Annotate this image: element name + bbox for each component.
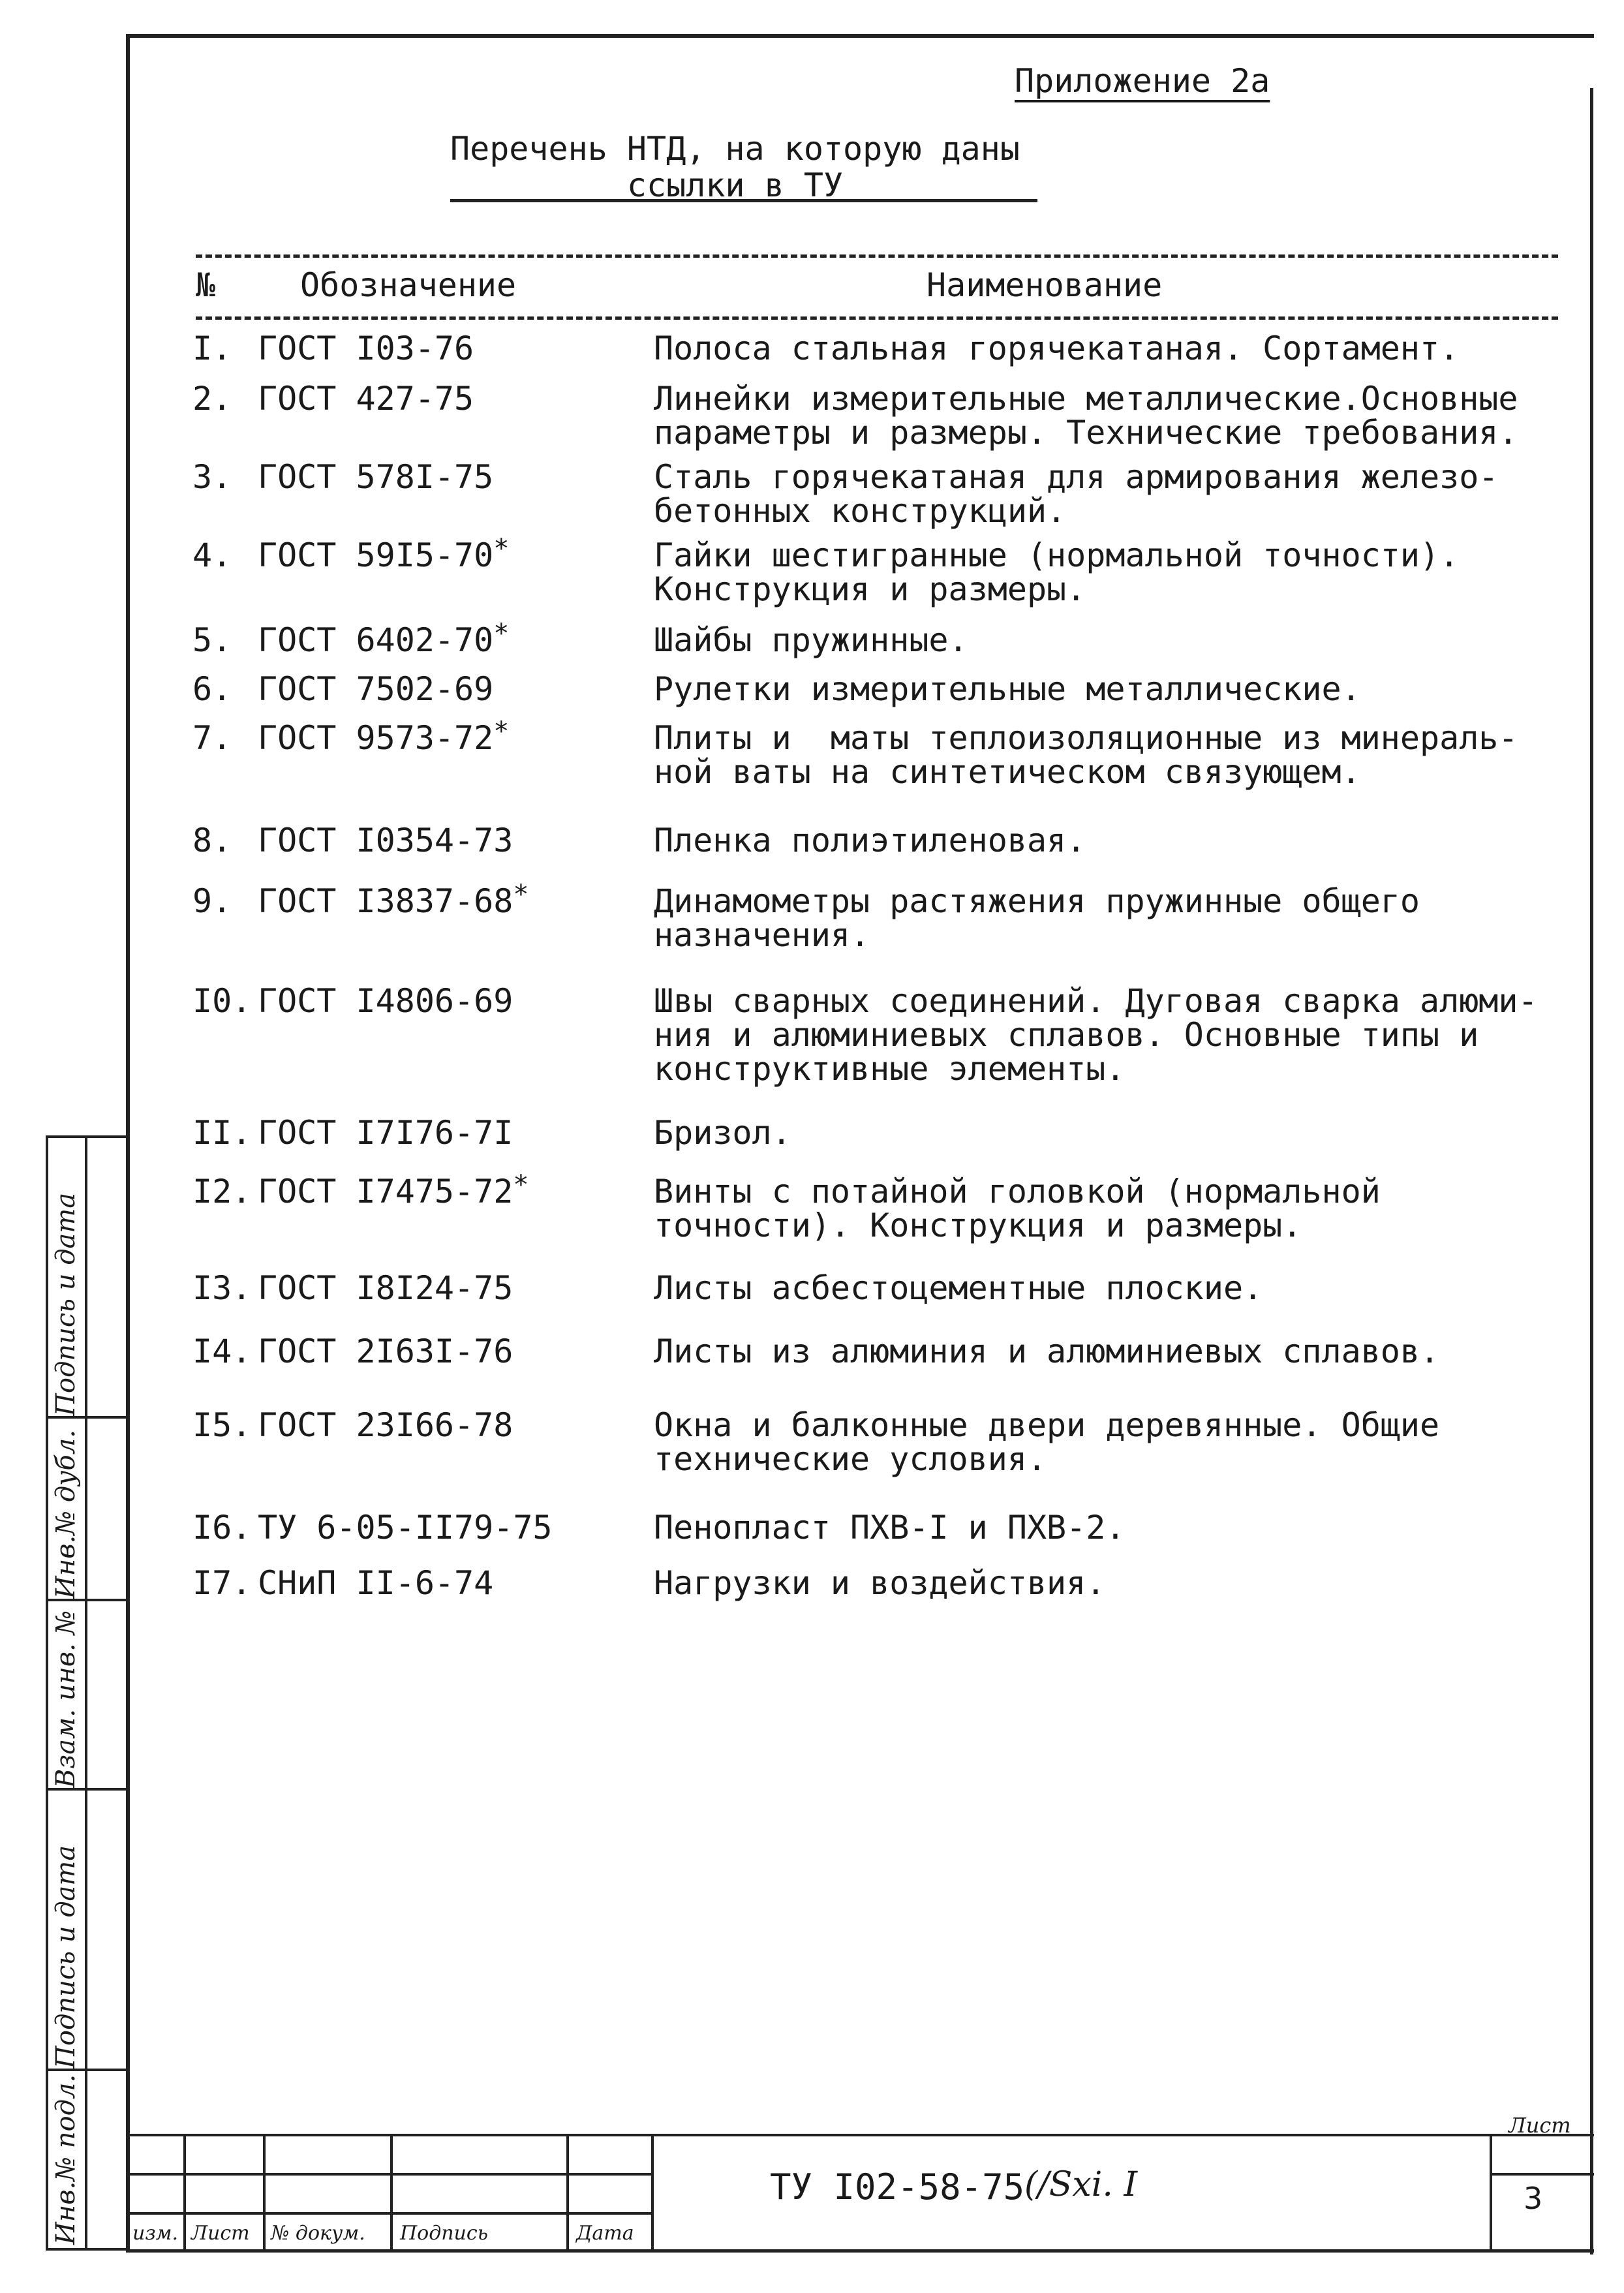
row-number: I2.: [192, 1173, 252, 1210]
designation-text: ГОСТ 2I63I-76: [258, 1332, 513, 1370]
designation-text: ТУ 6-05-II79-75: [258, 1509, 553, 1547]
title-underline: [450, 199, 1037, 202]
row-number: I6.: [192, 1509, 252, 1547]
row-name: Винты с потайной головкой (нормальной точности). Конструкция и размеры.: [654, 1173, 1381, 1244]
side-label-sign-date-1: Подпись и дата: [51, 1192, 81, 1416]
row-name: Гайки шестигранные (нормальной точности). Конструкция и размеры.: [654, 536, 1460, 608]
row-number: 8.: [192, 822, 232, 859]
row-designation: [258, 534, 510, 574]
designation-text: ГОСТ I7475-72: [258, 1173, 513, 1210]
row-designation: [258, 672, 493, 706]
designation-text: ГОСТ 7502-69: [258, 670, 494, 708]
designation-text: ГОСТ I03-76: [258, 330, 474, 367]
designation-text: ГОСТ I8I24-75: [258, 1269, 513, 1307]
row-number: 6.: [192, 670, 232, 708]
sheet-caption: Лист: [1509, 2113, 1571, 2138]
row-name: Динамометры растяжения пружинные общего назначения.: [654, 882, 1420, 954]
designation-text: ГОСТ I3837-68: [258, 882, 513, 920]
row-name: Пленка полиэтиленовая.: [654, 822, 1086, 859]
row-name: Окна и балконные двери деревянные. Общие технические условия.: [654, 1406, 1440, 1478]
row-name: Пенопласт ПХВ-I и ПХВ-2.: [654, 1509, 1126, 1547]
row-designation: [258, 1566, 493, 1600]
row-number: 4.: [192, 536, 232, 574]
row-designation: [258, 984, 513, 1018]
row-name: Листы из алюминия и алюминиевых сплавов.: [654, 1332, 1440, 1370]
row-number: 3.: [192, 458, 232, 496]
handwritten-note: (/Sxi. I: [1024, 2165, 1137, 2204]
stamp-caption-izm: изм.: [132, 2222, 179, 2245]
frame-top-border: [126, 34, 1594, 38]
designation-text: ГОСТ 6402-70: [258, 621, 494, 659]
row-name: Рулетки измерительные металлические.: [654, 670, 1361, 708]
row-designation: [258, 619, 510, 659]
row-name: Линейки измерительные металлические.Основные параметры и размеры. Технические требования.: [654, 380, 1518, 452]
column-header-number: №: [196, 266, 216, 304]
stamp-caption-date: Дата: [576, 2222, 634, 2245]
stamp-caption-list: Лист: [191, 2222, 250, 2245]
row-designation: [258, 1511, 553, 1545]
row-designation: [258, 382, 474, 416]
row-name: Нагрузки и воздействия.: [654, 1564, 1106, 1602]
column-header-designation: Обозначение: [300, 266, 517, 304]
row-designation: [258, 331, 474, 365]
row-number: 2.: [192, 380, 232, 418]
revision-star-mark: *: [493, 534, 510, 564]
row-number: I.: [192, 330, 232, 367]
side-label-ref-inv: Взам. инв. №: [51, 1610, 81, 1788]
title-line-1: Перечень НТД, на которую даны: [450, 130, 1020, 168]
row-designation: [258, 1334, 513, 1368]
revision-star-mark: *: [493, 716, 510, 746]
row-name: Швы сварных соединений. Дуговая сварка алюми- ния и алюминиевых сплавов. Основные типы и конструктивные элементы.: [654, 982, 1538, 1088]
row-number: II.: [192, 1114, 252, 1152]
designation-text: ГОСТ 59I5-70: [258, 536, 494, 574]
row-number: I3.: [192, 1269, 252, 1307]
designation-text: ГОСТ I4806-69: [258, 982, 513, 1020]
designation-text: ГОСТ I0354-73: [258, 822, 513, 859]
designation-text: ГОСТ I7I76-7I: [258, 1114, 513, 1152]
designation-text: СНиП II-6-74: [258, 1564, 494, 1602]
side-label-orig-inv: Инв.№ подл.: [51, 2074, 81, 2245]
document-code: ТУ I02-58-75: [770, 2166, 1025, 2208]
row-name: Сталь горячекатаная для армирования железо- бетонных конструкций.: [654, 458, 1499, 530]
row-designation: [258, 1408, 513, 1442]
designation-text: ГОСТ 427-75: [258, 380, 474, 418]
sheet-number: 3: [1524, 2181, 1543, 2216]
row-name: Плиты и маты теплоизоляционные из минераль- ной ваты на синтетическом связующем.: [654, 719, 1518, 791]
side-label-sign-date-2: Подпись и дата: [51, 1845, 81, 2069]
designation-text: ГОСТ 9573-72: [258, 719, 494, 757]
column-header-name: Наименование: [927, 266, 1163, 304]
document-title: [450, 131, 1020, 204]
row-designation: [258, 880, 529, 920]
table-header-dashed-rule: [196, 316, 1558, 320]
appendix-label: Приложение 2а: [1015, 62, 1270, 100]
row-name: Полоса стальная горячекатаная. Сортамент.: [654, 330, 1460, 367]
revision-star-mark: *: [493, 619, 510, 649]
title-line-2: ссылки в ТУ: [626, 166, 844, 204]
row-number: I0.: [192, 982, 252, 1020]
row-number: 7.: [192, 719, 232, 757]
designation-text: ГОСТ 578I-75: [258, 458, 494, 496]
stamp-caption-doc: № докум.: [271, 2222, 365, 2245]
revision-star-mark: *: [513, 880, 529, 910]
stamp-caption-sign: Подпись: [400, 2222, 489, 2245]
row-designation: [258, 1170, 529, 1210]
row-number: I5.: [192, 1406, 252, 1444]
designation-text: ГОСТ 23I66-78: [258, 1406, 513, 1444]
revision-star-mark: *: [513, 1170, 529, 1200]
row-name: Шайбы пружинные.: [654, 621, 968, 659]
row-name: Бризол.: [654, 1114, 791, 1152]
row-number: I7.: [192, 1564, 252, 1602]
row-name: Листы асбестоцементные плоские.: [654, 1269, 1263, 1307]
row-designation: [258, 1116, 513, 1150]
row-designation: [258, 460, 493, 494]
row-designation: [258, 823, 513, 857]
row-designation: [258, 716, 510, 757]
row-designation: [258, 1271, 513, 1305]
row-number: 9.: [192, 882, 232, 920]
table-top-dashed-rule: [196, 254, 1558, 258]
row-number: 5.: [192, 621, 232, 659]
side-label-dup-inv: Инв.№ дубл.: [51, 1430, 81, 1599]
row-number: I4.: [192, 1332, 252, 1370]
